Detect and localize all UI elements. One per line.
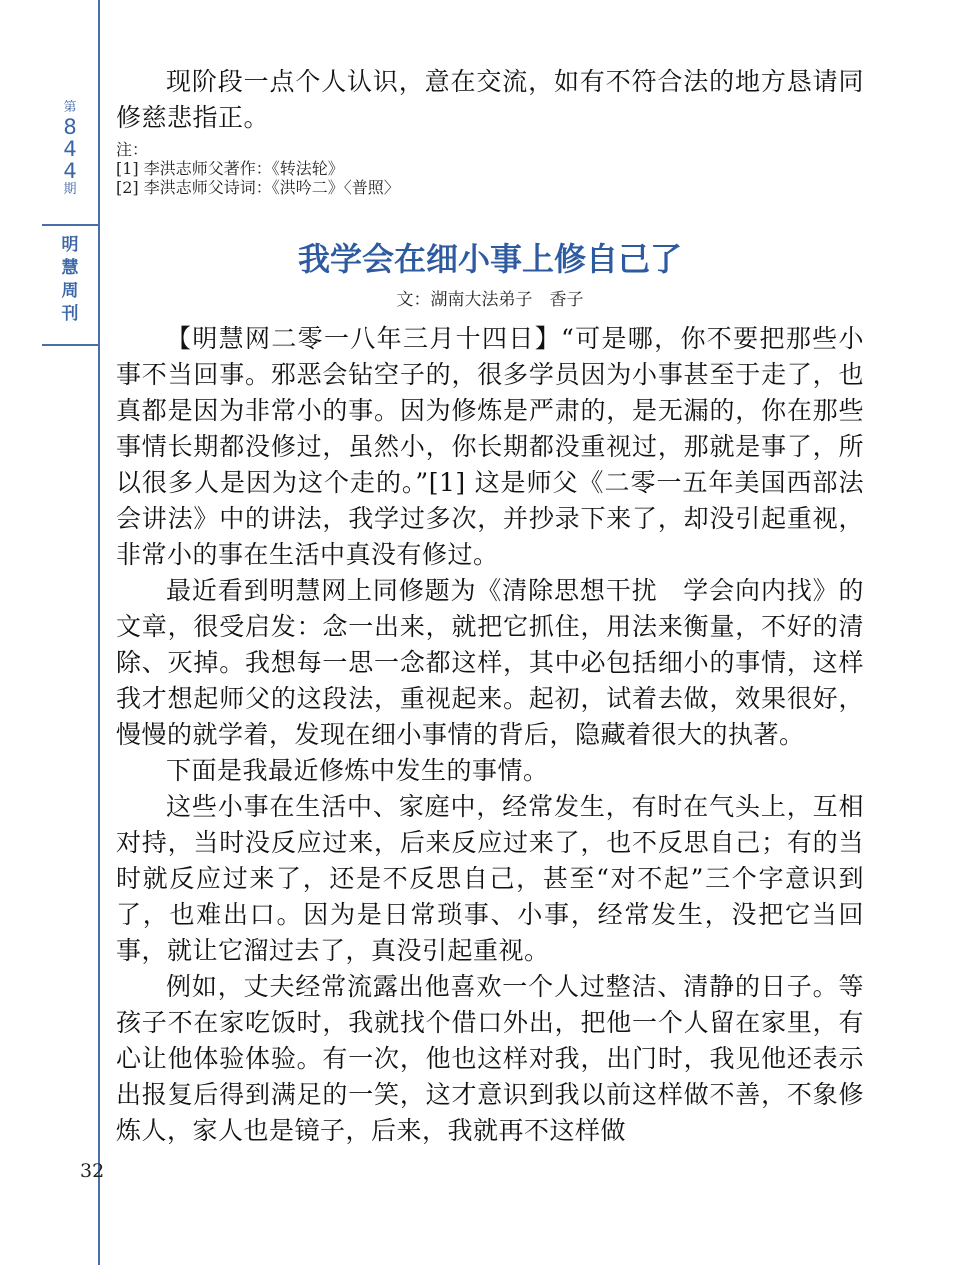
issue-prefix: 第 [63, 100, 77, 115]
note-item: [1] 李洪志师父著作：《转法轮》 [116, 159, 344, 178]
magazine-name-char: 刊 [61, 304, 79, 324]
magazine-name-char: 慧 [61, 258, 79, 278]
magazine-name-char: 周 [61, 281, 79, 301]
issue-digit: 4 [63, 159, 77, 183]
article-paragraph: 【明慧网二零一八年三月十四日】“可是哪，你不要把那些小事不当回事。邪恶会钻空子的，很多学员因为小事甚至于走了，也真都是因为非常小的事。因为修炼是严肃的，是无漏的，你在那些事情长期都没修过，虽然小，你长期都没重视过，那就是事了，所以很多人是因为这个走的。”[1] 这是师父《二零一五年美国西部法会讲法》中的讲法，我学过多次，并抄录下来了，却没引起重视，非常小的事在生活中真没有修过。 [116, 324, 864, 569]
notes-label: 注： [116, 140, 149, 159]
page-sidebar [0, 0, 100, 1265]
magazine-name-box [42, 234, 98, 346]
note-item: [2] 李洪志师父诗词：《洪吟二》〈普照〉 [116, 178, 400, 197]
page-content [116, 64, 864, 1149]
notes-section [116, 140, 864, 197]
article-paragraph: 这些小事在生活中、家庭中，经常发生，有时在气头上，互相对持，当时没反应过来，后来反应过来了，也不反思自己；有的当时就反应过来了，还是不反思自己，甚至“对不起”三个字意识到了，也难出口。因为是日常琐事、小事，经常发生，没把它当回事，就让它溜过去了，真没引起重视。 [116, 792, 864, 965]
issue-digit: 4 [63, 137, 77, 161]
article-paragraph: 例如，丈夫经常流露出他喜欢一个人过整洁、清静的日子。等孩子不在家吃饭时，我就找个借口外出，把他一个人留在家里，有心让他体验体验。有一次，他也这样对我，出门时，我见他还表示出报复后得到满足的一笑，这才意识到我以前这样做不善，不象修炼人，家人也是镜子，后来，我就再不这样做 [116, 972, 864, 1145]
page-number: 32 [80, 1160, 105, 1182]
magazine-name-char: 明 [61, 235, 79, 255]
issue-number-box [42, 100, 98, 226]
article-title: 我学会在细小事上修自己了 [297, 240, 682, 278]
issue-digit: 8 [63, 115, 77, 139]
intro-paragraph: 现阶段一点个人认识，意在交流，如有不符合法的地方恳请同修慈悲指正。 [116, 67, 864, 132]
issue-suffix: 期 [63, 182, 77, 197]
article-paragraph: 下面是我最近修炼中发生的事情。 [166, 756, 549, 785]
article-paragraph: 最近看到明慧网上同修题为《清除思想干扰 学会向内找》的文章，很受启发：念一出来，就把它抓住，用法来衡量，不好的清除、灭掉。我想每一思一念都这样，其中必包括细小的事情，这样我才想起师父的这段法，重视起来。起初，试着去做，效果很好，慢慢的就学着，发现在细小事情的背后，隐藏着很大的执著。 [116, 576, 864, 749]
article-byline: 文：湖南大法弟子 香子 [396, 290, 584, 310]
